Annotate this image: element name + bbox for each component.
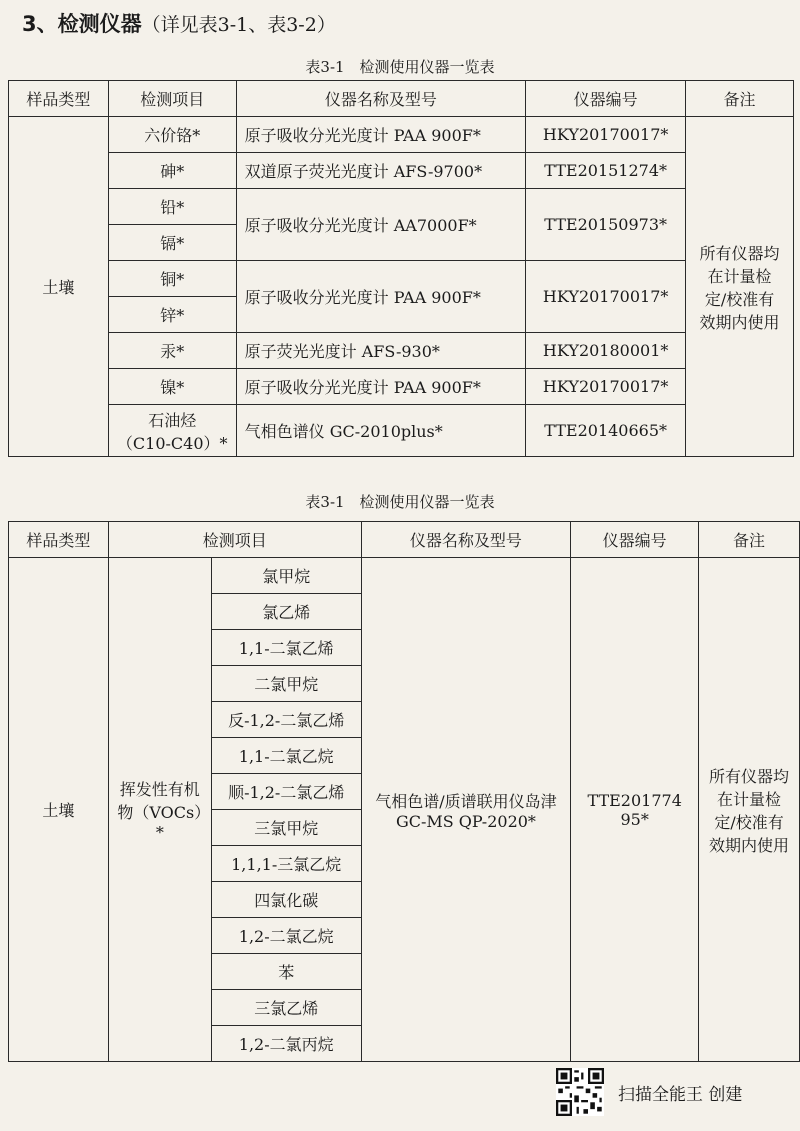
table-header-row bbox=[9, 81, 794, 117]
instrument-number: HKY20170017* bbox=[526, 117, 686, 153]
test-item: 铅* bbox=[108, 189, 236, 225]
test-group-cell: 挥发性有机物（VOCs）* bbox=[108, 558, 211, 1062]
test-item: 三氯乙烯 bbox=[211, 990, 361, 1026]
test-item: 氯乙烯 bbox=[211, 594, 361, 630]
instrument-number: HKY20180001* bbox=[526, 333, 686, 369]
test-item-line2: （C10-C40）* bbox=[116, 433, 228, 453]
instrument-name: 气相色谱仪 GC-2010plus* bbox=[236, 405, 526, 457]
test-item: 锌* bbox=[108, 297, 236, 333]
header-remark: 备注 bbox=[686, 81, 794, 117]
header-instrument-number: 仪器编号 bbox=[526, 81, 686, 117]
table-row bbox=[9, 405, 794, 457]
qr-code-icon bbox=[556, 1068, 604, 1116]
test-item: 铜* bbox=[108, 261, 236, 297]
test-item: 1,2-二氯乙烷 bbox=[211, 918, 361, 954]
test-item-line1: 石油烃 bbox=[148, 410, 197, 430]
instrument-name: 双道原子荧光光度计 AFS-9700* bbox=[236, 153, 526, 189]
instrument-number: HKY20170017* bbox=[526, 369, 686, 405]
test-item: 氯甲烷 bbox=[211, 558, 361, 594]
table1-caption: 表3-1 检测使用仪器一览表 bbox=[305, 58, 495, 76]
header-instrument: 仪器名称及型号 bbox=[361, 522, 571, 558]
test-item: 六价铬* bbox=[108, 117, 236, 153]
header-remark: 备注 bbox=[699, 522, 800, 558]
section-heading bbox=[22, 8, 336, 38]
test-item: 四氯化碳 bbox=[211, 882, 361, 918]
test-item bbox=[108, 405, 236, 457]
header-sample-type: 样品类型 bbox=[9, 81, 109, 117]
test-item: 砷* bbox=[108, 153, 236, 189]
header-instrument-number: 仪器编号 bbox=[571, 522, 699, 558]
table-row bbox=[9, 261, 794, 297]
instrument-table-2 bbox=[8, 521, 800, 1062]
section-subtitle: （详见表3-1、表3-2） bbox=[141, 14, 336, 36]
test-item: 1,1-二氯乙烯 bbox=[211, 630, 361, 666]
test-item: 镍* bbox=[108, 369, 236, 405]
instrument-number: TTE20140665* bbox=[526, 405, 686, 457]
test-item: 1,1,1-三氯乙烷 bbox=[211, 846, 361, 882]
test-item: 二氯甲烷 bbox=[211, 666, 361, 702]
table-row bbox=[9, 558, 800, 594]
instrument-name: 原子吸收分光光度计 AA7000F* bbox=[236, 189, 526, 261]
test-item: 反-1,2-二氯乙烯 bbox=[211, 702, 361, 738]
header-test-item: 检测项目 bbox=[108, 522, 361, 558]
instrument-number: TTE20177495* bbox=[571, 558, 699, 1062]
header-sample-type: 样品类型 bbox=[9, 522, 109, 558]
table-row bbox=[9, 153, 794, 189]
scanner-footer bbox=[556, 1068, 742, 1116]
test-item: 苯 bbox=[211, 954, 361, 990]
table-row bbox=[9, 189, 794, 225]
instrument-name: 原子吸收分光光度计 PAA 900F* bbox=[236, 261, 526, 333]
instrument-name: 原子吸收分光光度计 PAA 900F* bbox=[236, 369, 526, 405]
test-item: 镉* bbox=[108, 225, 236, 261]
table2-caption: 表3-1 检测使用仪器一览表 bbox=[305, 493, 495, 511]
sample-type-cell: 土壤 bbox=[9, 117, 109, 457]
instrument-name: 原子荧光光度计 AFS-930* bbox=[236, 333, 526, 369]
test-item: 顺-1,2-二氯乙烯 bbox=[211, 774, 361, 810]
header-instrument: 仪器名称及型号 bbox=[236, 81, 526, 117]
instrument-name: 原子吸收分光光度计 PAA 900F* bbox=[236, 117, 526, 153]
table-row bbox=[9, 117, 794, 153]
instrument-number: TTE20151274* bbox=[526, 153, 686, 189]
instrument-number: TTE20150973* bbox=[526, 189, 686, 261]
footer-label: 扫描全能王 创建 bbox=[618, 1084, 743, 1105]
table-header-row bbox=[9, 522, 800, 558]
instrument-table-1 bbox=[8, 80, 794, 457]
header-test-item: 检测项目 bbox=[108, 81, 236, 117]
instrument-number: HKY20170017* bbox=[526, 261, 686, 333]
instrument-name: 气相色谱/质谱联用仪岛津 GC-MS QP-2020* bbox=[361, 558, 571, 1062]
sample-type-cell: 土壤 bbox=[9, 558, 109, 1062]
remark-cell: 所有仪器均在计量检定/校准有效期内使用 bbox=[686, 117, 794, 457]
test-item: 1,1-二氯乙烷 bbox=[211, 738, 361, 774]
test-item: 三氯甲烷 bbox=[211, 810, 361, 846]
test-item: 汞* bbox=[108, 333, 236, 369]
test-item: 1,2-二氯丙烷 bbox=[211, 1026, 361, 1062]
remark-cell: 所有仪器均在计量检定/校准有效期内使用 bbox=[699, 558, 800, 1062]
section-title: 3、检测仪器 bbox=[22, 12, 142, 36]
table-row bbox=[9, 369, 794, 405]
table-row bbox=[9, 333, 794, 369]
